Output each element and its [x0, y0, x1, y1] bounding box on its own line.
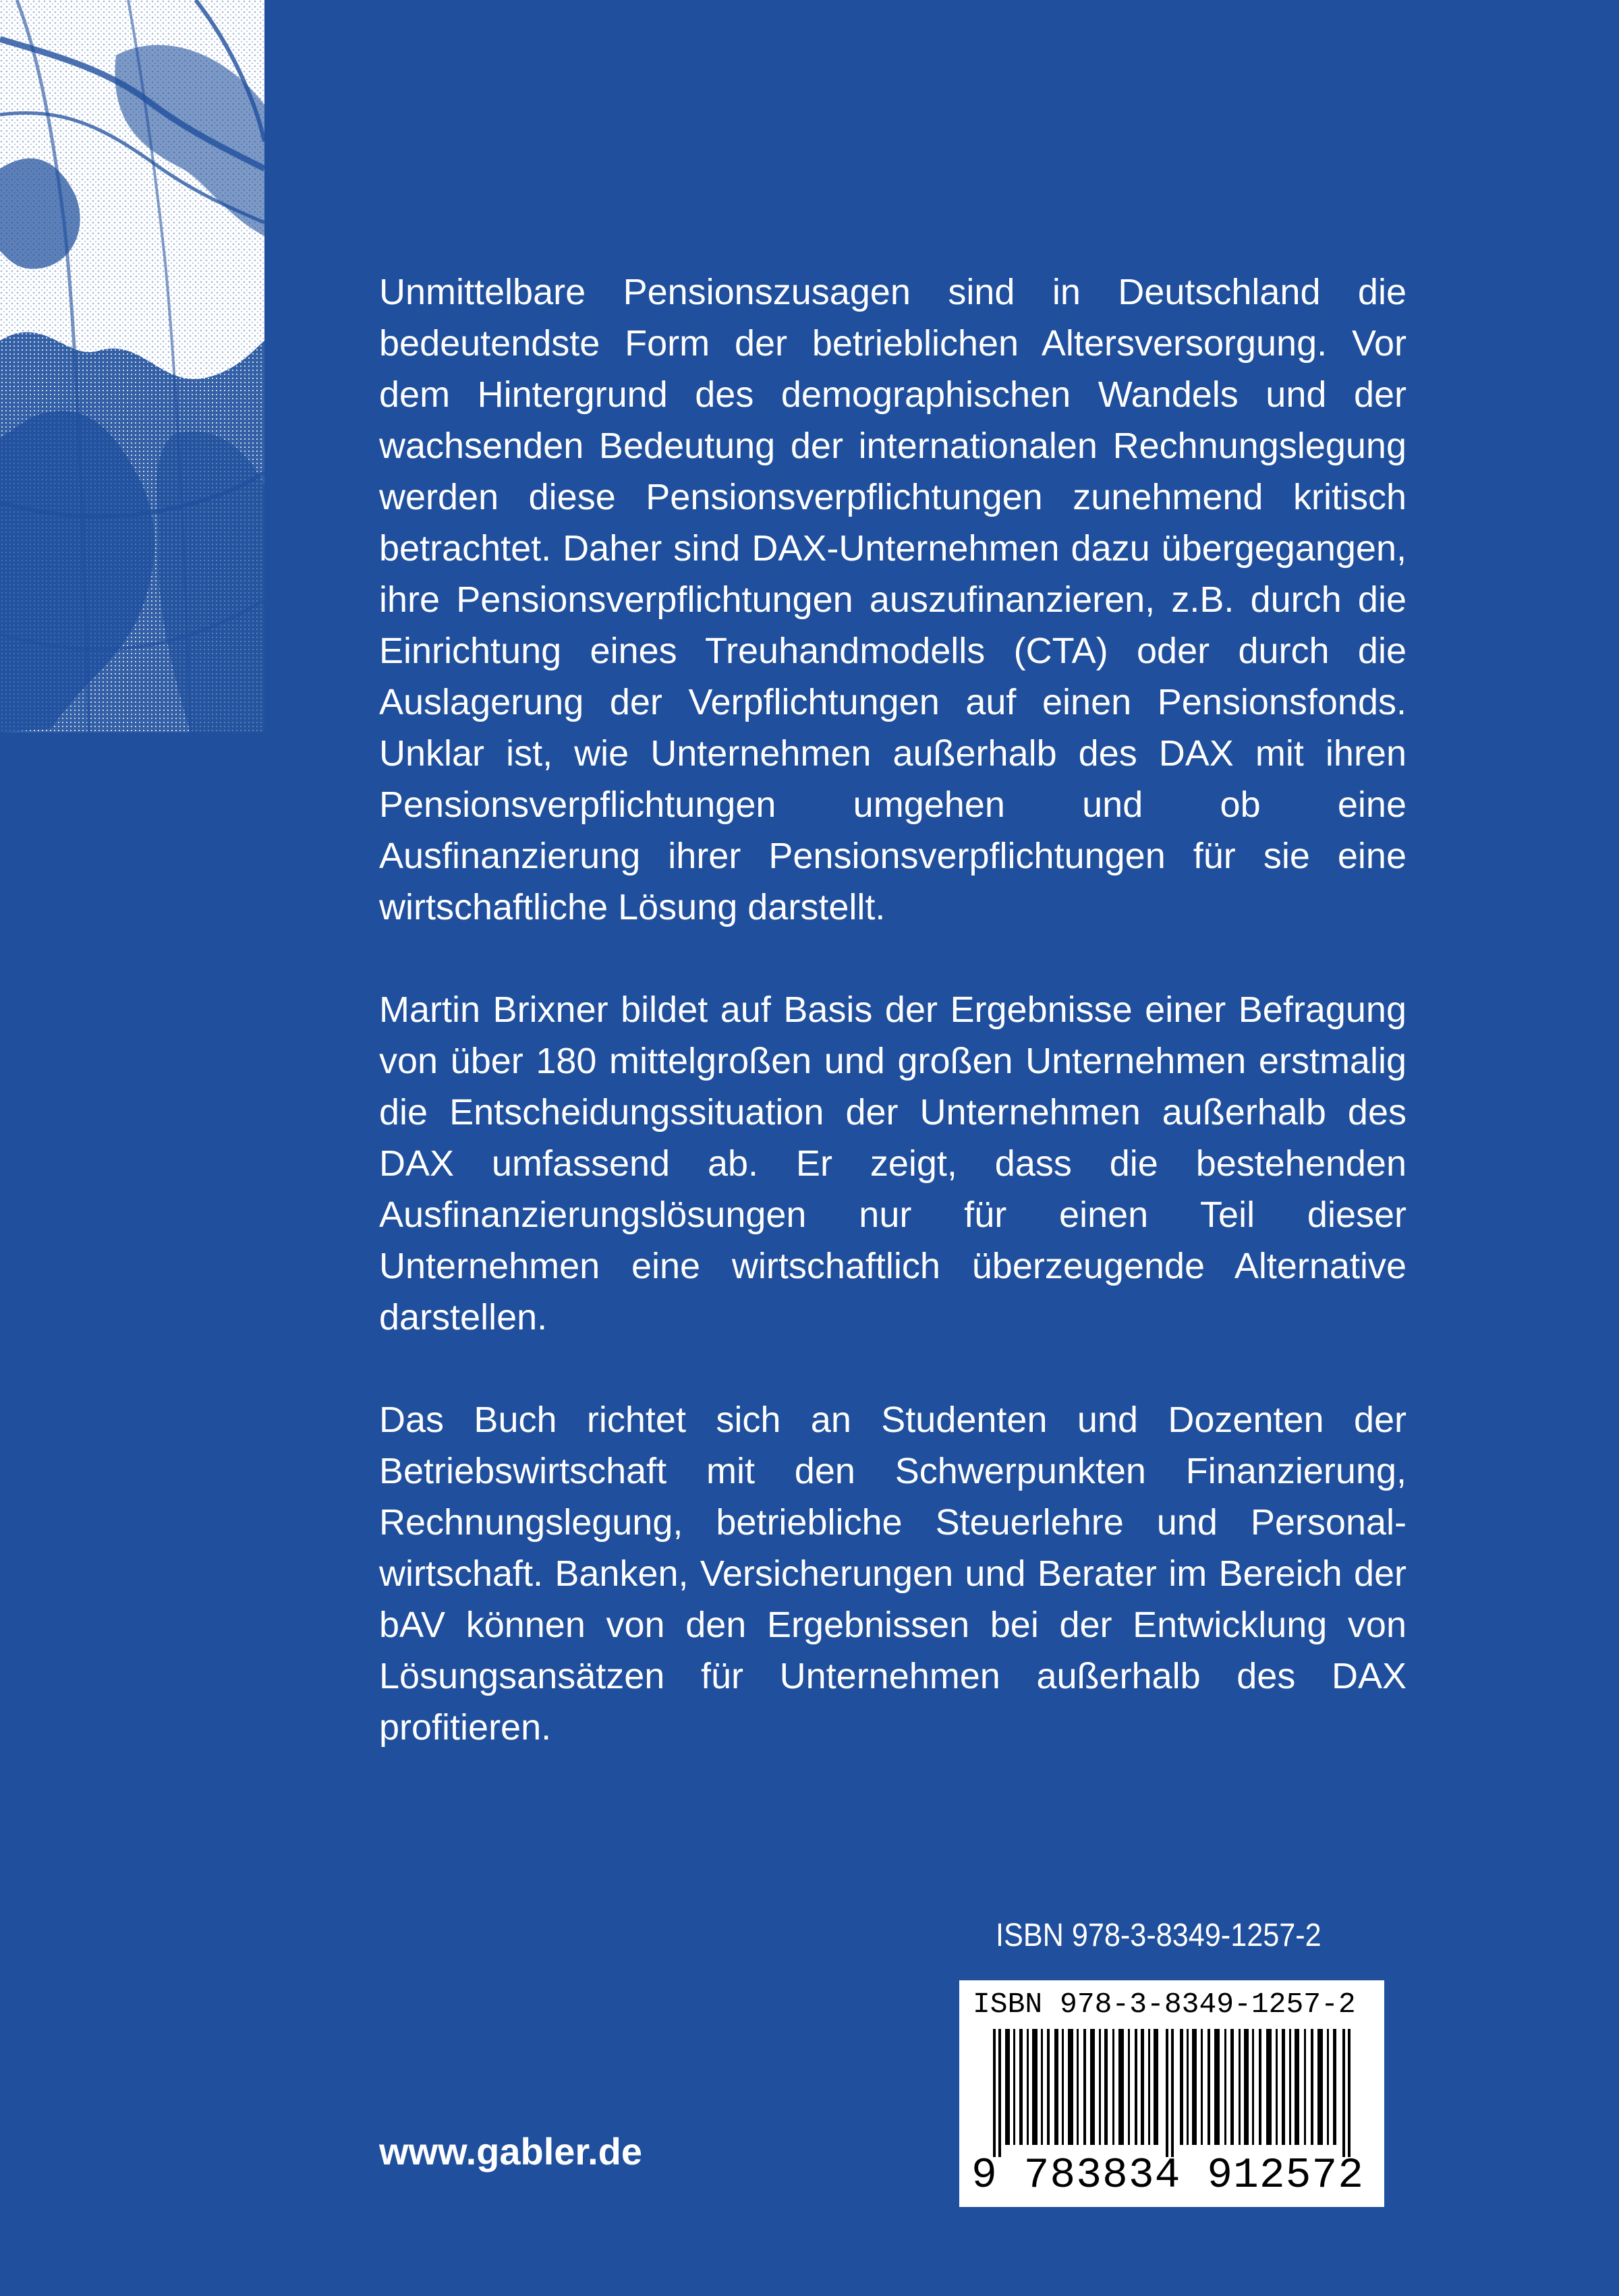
- description-paragraph-2: Martin Brixner bildet auf Basis der Ergebnisse einer Befragung von über 180 mittelgroßen und großen Unternehmen erstmalig die Entscheidungssituation der Unternehmen außerhalb des DAX umfassend ab. Er zeigt, dass die bestehenden Ausfinanzierungslösungen nur für einen Teil dieser Unternehmen eine wirtschaftlich überzeugende Alternative darstellen.: [379, 989, 1407, 1338]
- barcode-panel: [959, 1980, 1384, 2207]
- barcode-isbn-text: ISBN 978-3-8349-1257-2: [973, 1988, 1356, 2021]
- barcode-digits: 9 783834 912572: [971, 2152, 1365, 2200]
- description-paragraph-1: Unmittelbare Pensionszusagen sind in Deutschland die bedeutendste Form der betrieblichen Altersversorgung. Vor dem Hintergrund des demographischen Wandels und der wachsenden Bedeutung der internationalen Rechnungslegung werden diese Pensionsverpflichtungen zunehmend kritisch betrachtet. Daher sind DAX-Unternehmen dazu übergegangen, ihre Pensionsverpflichtungen auszufinanzieren, z.B. durch die Einrichtung eines Treuhandmodells (CTA) oder durch die Auslagerung der Verpflichtungen auf einen Pensionsfonds. Unklar ist, wie Unternehmen außerhalb des DAX mit ihren Pensionsverpflichtungen umgehen und ob eine Ausfinanzierung ihrer Pensionsverpflichtungen für sie eine wirtschaftliche Lösung darstellt.: [379, 272, 1407, 927]
- barcode-svg: [973, 2029, 1371, 2157]
- cover-description: [379, 266, 1407, 1753]
- publisher-website: www.gabler.de: [379, 2130, 643, 2173]
- isbn-label: ISBN 978-3-8349-1257-2: [996, 1918, 1322, 1953]
- globe-map-image: [0, 0, 264, 733]
- globe-map-svg: [0, 0, 264, 733]
- barcode-icon: [973, 2029, 1371, 2157]
- description-paragraph-3: Das Buch richtet sich an Studenten und Dozenten der Betriebswirtschaft mit den Schwerpunkten Finanzierung, Rechnungslegung, betriebliche Steuerlehre und Personalwirtschaft. Banken, Versicherungen und Berater im Bereich der bAV können von den Ergebnissen bei der Entwicklung von Lösungsansätzen für Unternehmen außerhalb des DAX profitieren.: [379, 1400, 1407, 1748]
